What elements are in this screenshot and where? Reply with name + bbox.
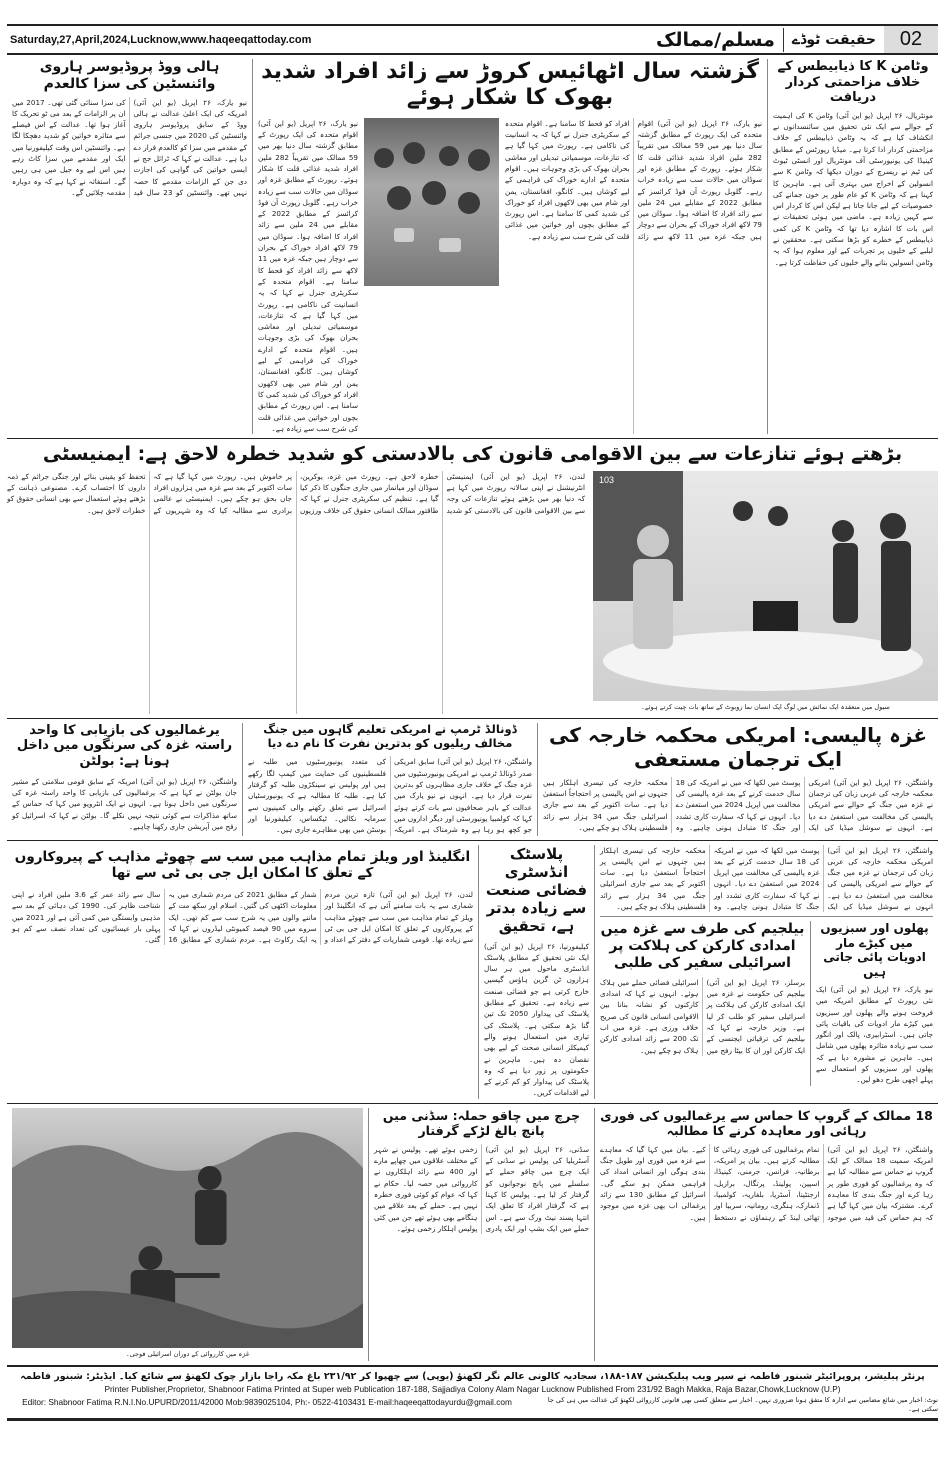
article-body: واشنگٹن، ۲۶ اپریل (یو این آئی) امریکہ سمیت 18 ممالک کے ایک گروپ نے حماس سے مطالبہ کیا ہے کہ وہ یرغمالیوں کو فوری طور پر رہا کرے اور جنگ بندی کا معاہدہ کرے۔ مشترکہ بیان میں کہا گیا ہے کہ ہم حماس کی قید میں موجود تمام یرغمالیوں کی فوری رہائی کا مطالبہ کرتے ہیں۔ بیان پر امریکہ، برطانیہ، فرانس، جرمنی، کینیڈا، اسپین، پولینڈ، پرتگال، برازیل، ارجنٹینا، آسٹریا، بلغاریہ، کولمبیا، ڈنمارک، ہنگری، رومانیہ، سربیا اور تھائی لینڈ کے رہنماؤں نے دستخط کیے۔ بیان میں کہا گیا کہ معاہدے سے غزہ میں فوری اور طویل جنگ بندی ہوگی اور انسانی امداد کی فراہمی ممکن ہو سکے گی۔ اسرائیل کے مطابق 130 سے زائد یرغمالی اب بھی غزہ میں موجود ہیں۔ [600,1144,933,1222]
article-body: واشنگٹن، ۲۶ اپریل (یو این آئی) سابق امریکی صدر ڈونالڈ ٹرمپ نے امریکی یونیورسٹیوں میں غزہ جنگ کے خلاف جاری مظاہروں کو بدترین نفرت قرار دیا ہے۔ انہوں نے نیو یارک میں عدالت کے باہر صحافیوں سے بات کرتے ہوئے کہا کہ کولمبیا یونیورسٹی اور دیگر اداروں میں جو کچھ ہو رہا ہے وہ شرمناک ہے۔ امریکہ کی متعدد یونیورسٹیوں میں طلبہ نے فلسطینیوں کی حمایت میں کیمپ لگا رکھے ہیں اور پولیس نے سینکڑوں طلبہ کو گرفتار کیا ہے۔ طلبہ کا مطالبہ ہے کہ یونیورسٹیاں اسرائیل سے تعلق رکھنے والی کمپنیوں سے سرمایہ نکالیں۔ ٹیکساس، کیلیفورنیا اور بوسٹن میں بھی مظاہرے جاری ہیں۔ [248,757,532,835]
article-body: لندن، ۲۶ اپریل (یو این آئی) تازہ ترین مردم شماری سے یہ بات سامنے آئی ہے کہ انگلینڈ اور ویلز کے تمام مذاہب میں سب سے چھوٹے مذاہب کے پیروکاروں کے تعلق کا امکان ایل جی بی ٹی سے زیادہ تھا۔ قومی شماریات کے دفتر کے اعداد و شمار کے مطابق 2021 کی مردم شماری میں یہ معلومات اکٹھی کی گئیں۔ اسلام اور سکھ مت کے ماننے والوں میں یہ شرح سب سے کم تھی۔ ایک سروے میں 90 فیصد کمیونٹی لیڈروں نے کہا کہ یہ ایک رکاوٹ ہے۔ مردم شماری کے مطابق 16 سال سے زائد عمر کے 3.6 ملین افراد نے اپنی شناخت ظاہر کی۔ 1990 کی دہائی کے بعد سے مذہبی وابستگی میں کمی آئی ہے اور 2021 میں پہلی بار عیسائیوں کی تعداد نصف سے کم ہو گئی۔ [12,889,473,945]
article-gaza-policy-cont: واشنگٹن، ۲۶ اپریل (یو این آئی) امریکی محکمہ خارجہ کی عربی زبان کی ترجمان نے غزہ میں جنگ کے حوالے سے امریکی پالیسی کی مخالفت میں استعفیٰ دے دیا ہے۔ انہوں نے سوشل میڈیا کی ایک پوسٹ میں لکھا کہ میں نے امریکہ کی 18 سال خدمت کرنے کے بعد غزہ پالیسی کی مخالفت میں اپریل 2024 میں استعفیٰ دے دیا۔ انہوں نے کہا کہ سفارت کاری تشدد اور جنگ کا متبادل ہونی چاہیے۔ وہ محکمہ خارجہ کی تیسری اہلکار ہیں جنہوں نے اس پالیسی پر احتجاجاً استعفیٰ دیا ہے۔ سات اکتوبر کے بعد سے جاری اسرائیلی جنگ میں 34 ہزار سے زائد فلسطینی ہلاک ہو چکے ہیں۔ [600,845,933,918]
headline: ہالی ووڈ پروڈیوسر ہاروی وائنسٹین کی سزا کالعدم [39,59,220,92]
article-amnesty-headline: بڑھتے ہوئے تنازعات سے بین الاقوامی قانون کی بالادستی کو شدید خطرہ لاحق ہے: ایمنیسٹی [42,443,903,466]
article-body: واشنگٹن، ۲۶ اپریل (یو این آئی) امریکی محکمہ خارجہ کی عربی زبان کی ترجمان نے غزہ میں جنگ کے حوالے سے امریکی پالیسی کی مخالفت میں استعفیٰ دے دیا ہے۔ انہوں نے سوشل میڈیا کی ایک پوسٹ میں لکھا کہ میں نے امریکہ کی 18 سال خدمت کرنے کے بعد غزہ پالیسی کی مخالفت میں اپریل 2024 میں استعفیٰ دے دیا۔ انہوں نے کہا کہ سفارت کاری تشدد اور جنگ کا متبادل ہونی چاہیے۔ وہ محکمہ خارجہ کی تیسری اہلکار ہیں جنہوں نے اس پالیسی پر احتجاجاً استعفیٰ دیا ہے۔ سات اکتوبر کے بعد سے جاری اسرائیلی جنگ میں 34 ہزار سے زائد فلسطینی ہلاک ہو چکے ہیں۔ [543,777,933,833]
article-england [7,845,479,1099]
article-pesticide [811,921,933,1085]
masthead [7,24,938,55]
footer [7,1365,938,1421]
article-hunger [253,59,768,434]
section-middle [7,719,938,841]
article-body: مونٹریال، ۲۶ اپریل (یو این آئی) وٹامن K کی اہمیت کے حوالے سے ایک نئی تحقیق میں سائنسدانوں نے انکشاف کیا ہے کہ یہ وٹامن ذیابیطس کے خلاف مزاحمتی کردار ادا کرتا ہے۔ میڈیا رپورٹس کے مطابق کینیڈا کی یونیورسٹی آف مونٹریال اور انسٹی ٹیوٹ کی ٹیم نے ریسرچ کے دوران دیکھا کہ وٹامن K سے انسولین کے اخراج میں بہتری آتی ہے۔ ماہرین کا کہنا ہے کہ وٹامن K کو عام طور پر خون جمانے کی خصوصیات کے لیے جانا جاتا ہے لیکن اس کا کردار اس سے کہیں زیادہ ہے۔ ماضی میں ہوئی تحقیقات نے اس بات کا اشارہ دیا تھا کہ وٹامن K کی کمی ذیابیطس کے خطرے کو بڑھا سکتی ہے۔ محققین نے لبلبے کے خلیوں پر تجربات کیے اور معلوم ہوا کہ یہ وٹامن انسولین بنانے والے خلیوں کی حفاظت کرتا ہے۔ [773,110,934,267]
article-body: برسلز، ۲۶ اپریل (یو این آئی) بیلجیم کی حکومت نے غزہ میں ایک امدادی کارکن کی ہلاکت پر اسرائیلی سفیر کو طلب کر لیا ہے۔ وزیر خارجہ نے کہا کہ بیلجیم کی ترقیاتی ایجنسی کے ایک کارکن اور ان کا بیٹا رفح میں اسرائیلی فضائی حملے میں ہلاک ہوئے۔ انہوں نے کہا کہ امدادی کارکنوں کو نشانہ بنانا بین الاقوامی انسانی قانون کی صریح خلاف ورزی ہے۔ غزہ میں اب تک 200 سے زائد امدادی کارکن ہلاک ہو چکے ہیں۔ [600,977,805,1055]
article-gaza-policy [538,723,938,836]
article-hunger-body-cont: نیو یارک، ۲۶ اپریل (یو این آئی) اقوام متحدہ کی ایک رپورٹ کے مطابق گزشتہ سال دنیا بھر میں 59 ممالک میں تقریباً 282 ملین افراد شدید غذائی قلت کا شکار ہوئے۔ رپورٹ کے مطابق غزہ اور سوڈان میں حالات سب سے زیادہ خراب رہے۔ گلوبل رپورٹ آن فوڈ کرائسز کے مطابق 2022 کے مقابلے میں 24 ملین سے زائد افراد کا اضافہ ہوا۔ سوڈان میں 79 لاکھ افراد خوراک کے بحران سے دوچار ہیں جبکہ غزہ میں 11 لاکھ سے زائد افراد کو قحط کا سامنا ہے۔ اقوام متحدہ کے سکریٹری جنرل نے کہا کہ یہ انسانیت کی ناکامی ہے۔ رپورٹ میں کہا گیا ہے کہ تنازعات، موسمیاتی تبدیلی اور معاشی بحران بھوک کی بڑی وجوہات ہیں۔ اقوام متحدہ کے ادارے خوراک کی فراہمی کے لیے کوشاں ہیں۔ کانگو، افغانستان، یمن اور شام میں بھی لاکھوں افراد کو خوراک کی شدید کمی کا سامنا ہے۔ اس رپورٹ کے مطابق بچوں اور خواتین میں غذائی قلت کی شرح سب سے زیادہ ہے۔ [258,118,359,433]
article-bolton [7,723,243,836]
headline: گزشتہ سال اٹھائیس کروڑ سے زائد افراد شدید بھوک کا شکار ہوئے [261,59,759,111]
crowd-image [364,118,499,286]
robot-exhibition-image [593,471,938,701]
right-column-group [595,845,938,1099]
article-weinstein [7,59,253,434]
article-trump [243,723,538,836]
robot-photo-block [593,471,938,714]
article-body: نیو یارک، ۲۶ اپریل (یو این آئی) امریکہ کی ایک اعلیٰ عدالت نے ہالی ووڈ کے سابق پروڈیوسر ہاروی وائنسٹین کی 2020 میں جنسی جرائم کے مقدمے میں سزا کو کالعدم قرار دے دیا ہے۔ عدالت نے کہا کہ ٹرائل جج نے ایسی خواتین کی گواہی کی اجازت دی جن کے الزامات مقدمے کا حصہ نہیں تھے۔ وائنسٹین کو 23 سال قید کی سزا سنائی گئی تھی۔ 2017 میں ان پر الزامات کے بعد می ٹو تحریک کا آغاز ہوا تھا۔ عدالت کے اس فیصلے سے متاثرہ خواتین کو شدید دھچکا لگا ہے۔ وائنسٹین اس وقت کیلیفورنیا میں ایک اور مقدمے میں سزا کاٹ رہے ہیں اس لیے وہ جیل میں ہی رہیں گے۔ استغاثہ نے کہا ہے کہ وہ دوبارہ مقدمہ چلائیں گے۔ [12,97,247,197]
article-vitamin [768,59,938,434]
robot-photo [593,471,938,701]
article-body: کیلیفورنیا، ۲۶ اپریل (یو این آئی) ایک نئی تحقیق کے مطابق پلاسٹک انڈسٹری ماحول میں ہر سال ہزاروں ٹن گرین ہاؤس گیسیں خارج کرتی ہے جو فضائی صنعت سے زیادہ ہے۔ تحقیق کے مطابق پلاسٹک کی پیداوار 2050 تک تین گنا بڑھ سکتی ہے۔ پلاسٹک کی تیاری میں استعمال ہونے والے کیمیکلز انسانی صحت کے لیے بھی نقصان دہ ہیں۔ ماہرین نے حکومتوں پر زور دیا ہے کہ وہ پلاسٹک کی پیداوار کو کم کرنے کے لیے اقدامات کریں۔ [484,941,589,1098]
article-sydney [369,1108,595,1361]
article-amnesty-body: لندن، ۲۶ اپریل (یو این آئی) ایمنیسٹی انٹرنیشنل نے اپنی سالانہ رپورٹ میں کہا ہے کہ دنیا بھر میں بڑھتے ہوئے تنازعات کی وجہ سے بین الاقوامی قانون کی بالادستی کو شدید خطرہ لاحق ہے۔ رپورٹ میں غزہ، یوکرین، سوڈان اور میانمار میں جاری جنگوں کا ذکر کیا گیا ہے۔ تنظیم کی سکریٹری جنرل نے کہا کہ طاقتور ممالک انسانی حقوق کی خلاف ورزیوں پر خاموش ہیں۔ رپورٹ میں کہا گیا ہے کہ سات اکتوبر کے بعد سے غزہ میں ہزاروں افراد جاں بحق ہو چکے ہیں۔ ایمنیسٹی نے عالمی برادری سے مطالبہ کیا کہ وہ شہریوں کے تحفظ کو یقینی بنائے اور جنگی جرائم کے ذمہ داروں کا احتساب کرے۔ مصنوعی ذہانت کے بڑھتے ہوئے استعمال سے بھی انسانی حقوق کو خطرات لاحق ہیں۔ [7,471,586,515]
headline: پھلوں اور سبزیوں میں کیڑے مار ادویات پائی جاتی ہیں [820,921,929,979]
dateline: Saturday,27,April,2024,Lucknow,www.haqeeqattoday.com [10,33,312,46]
headline: وٹامن K کا ذیابیطس کے خلاف مزاحمتی کردار دریافت [777,59,929,106]
article-body: واشنگٹن، ۲۶ اپریل (یو این آئی) امریکہ کے سابق قومی سلامتی کے مشیر جان بولٹن نے کہا ہے کہ یرغمالیوں کی بازیابی کا واحد راستہ غزہ کی سرنگوں میں داخل ہونا ہے۔ انہوں نے ایک انٹرویو میں کہا کہ حماس کے ساتھ مذاکرات سے کوئی نتیجہ نہیں نکلے گا۔ بولٹن نے کہا کہ اسرائیل کو رفح میں آپریشن جاری رکھنا چاہیے۔ [12,776,237,831]
article-plastic [479,845,595,1099]
headline: یرغمالیوں کی بازیابی کا واحد راستہ غزہ کی سرنگوں میں داخل ہونا ہے: بولٹن [16,722,233,770]
section-top [7,55,938,439]
headline: ڈونالڈ ٹرمپ نے امریکی تعلیم گاہوں میں جنگ مخالف ریلیوں کو بدترین نفرت کا نام دے دیا [263,721,517,750]
footer-note: نوٹ: اخبار میں شائع مضامین سے ادارہ کا متفق ہونا ضروری نہیں۔ اخبار سے متعلق کسی بھی قانونی کارروائی لکھنؤ کی عدالت میں ہی کی جا سکتی ہے۔ [547,1395,938,1413]
section-amnesty [7,439,938,719]
article-hunger-body: نیو یارک، ۲۶ اپریل (یو این آئی) اقوام متحدہ کی ایک رپورٹ کے مطابق گزشتہ سال دنیا بھر میں 59 ممالک میں تقریباً 282 ملین افراد شدید غذائی قلت کا شکار ہوئے۔ رپورٹ کے مطابق غزہ اور سوڈان میں حالات سب سے زیادہ خراب رہے۔ گلوبل رپورٹ آن فوڈ کرائسز کے مطابق 2022 کے مقابلے میں 24 ملین سے زائد افراد کا اضافہ ہوا۔ سوڈان میں 79 لاکھ افراد خوراک کے بحران سے دوچار ہیں جبکہ غزہ میں 11 لاکھ سے زائد افراد کو قحط کا سامنا ہے۔ اقوام متحدہ کے سکریٹری جنرل نے کہا کہ یہ انسانیت کی ناکامی ہے۔ رپورٹ میں کہا گیا ہے کہ تنازعات، موسمیاتی تبدیلی اور معاشی بحران بھوک کی بڑی وجوہات ہیں۔ اقوام متحدہ کے ادارے خوراک کی فراہمی کے لیے کوشاں ہیں۔ کانگو، افغانستان، یمن اور شام میں بھی لاکھوں افراد کو خوراک کی شدید کمی کا سامنا ہے۔ اس رپورٹ کے مطابق بچوں اور خواتین میں غذائی قلت کی شرح سب سے زیادہ ہے۔ [504,118,763,241]
soldiers-photo [12,1108,363,1348]
brand-logo: حقیقت ٹوڈے [791,31,876,48]
article-belgium [600,921,811,1085]
headline: انگلینڈ اور ویلز تمام مذاہب میں سب سے چھوٹے مذاہب کے پیروکاروں کے تعلق کا امکان ایل جی بی ٹی سے تھا [14,848,471,881]
section-lower [7,841,938,1104]
headline: 18 ممالک کے گروپ کا حماس سے یرغمالیوں کی فوری رہائی اور معاہدہ کرنے کا مطالبہ [600,1107,933,1138]
section-bottom [7,1104,938,1365]
headline: غزہ پالیسی: امریکی محکمہ خارجہ کی ایک ترجمان مستعفی [549,722,927,771]
page-number: 02 [884,26,938,53]
footer-printer-line: Printer Publisher,Proprietor, Shabnoor Fatima Printed at Super web Publication 187-188, Sajjadiya Colony Alam Nagar Lucknow Published From 231/92 Bagh Makka, Raja Bazar,Chowk,Lucknow (U.P) [104,1383,841,1394]
hunger-photo [364,118,499,286]
article-hostages [595,1108,938,1361]
soldiers-photo-caption: غزہ میں کارروائی کے دوران اسرائیلی فوجی۔ [125,1349,250,1358]
newspaper-page [7,0,938,1421]
footer-urdu-line: پرنٹر پبلیشر، پروپرائیٹر شبنور فاطمہ نے سپر ویب پبلیکیشن ۱۸۷-۱۸۸، سجادیہ کالونی عالم نگر لکھنؤ (یوپی) سے چھپوا کر ۲۳۱/۹۲ باغ مکہ راجا بازار چوک لکھنؤ سے شائع کیا۔ ایڈیٹر: شبنور فاطمہ [20,1370,925,1382]
robot-photo-caption: سیول میں منعقدہ ایک نمائش میں لوگ ایک انسان نما روبوٹ کے ساتھ بات چیت کرتے ہوئے۔ [641,702,890,711]
soldiers-photo-block [7,1108,369,1361]
article-body: سڈنی، ۲۶ اپریل (یو این آئی) آسٹریلیا کی پولیس نے سڈنی کے ایک چرچ میں چاقو حملے کے سلسلے میں پانچ نوجوانوں کو گرفتار کر لیا ہے۔ پولیس کا کہنا ہے کہ گرفتار افراد کا تعلق ایک انتہا پسند نیٹ ورک سے ہے۔ اس حملے میں ایک بشپ اور ایک پادری زخمی ہوئے تھے۔ پولیس نے شہر کے مختلف علاقوں میں چھاپے مارے اور 400 سے زائد اہلکاروں نے کارروائی میں حصہ لیا۔ حکام نے کہا کہ عوام کو کوئی فوری خطرہ نہیں ہے۔ حملے کے بعد علاقے میں ہنگامے بھی ہوئے تھے جن میں کئی پولیس اہلکار زخمی ہوئے۔ [374,1144,589,1233]
headline: بیلجیم کی طرف سے غزہ میں امدادی کارکن کی ہلاکت پر اسرائیلی سفیر کی طلبی [600,921,805,971]
soldiers-image [12,1108,363,1348]
photo-label: 103 [599,474,615,485]
section-title: مسلم/ممالک [655,28,775,51]
headline: پلاسٹک انڈسٹری فضائی صنعت سے زیادہ بدتر ہے، تحقیق [485,844,588,935]
article-body: نیو یارک، ۲۶ اپریل (یو این آئی) ایک نئی رپورٹ کے مطابق امریکہ میں فروخت ہونے والے پھلوں اور سبزیوں میں کیڑے مار ادویات کی باقیات پائی جاتی ہیں۔ اسٹرابیری، پالک اور انگور سب سے زیادہ متاثرہ پھلوں میں شامل ہیں۔ ماہرین نے مشورہ دیا ہے کہ پھلوں اور سبزیوں کو استعمال سے پہلے اچھی طرح دھو لیں۔ [816,984,933,1085]
headline: چرچ میں چاقو حملہ: سڈنی میں پانچ بالغ لڑکے گرفتار [382,1107,581,1138]
footer-editor-line: Editor: Shabnoor Fatima R.N.I.No.UPURD/2011/42000 Mob:9839025104, Ph:- 0522-4103431 E-mail:haqeeqattodayurdu@gmail.com [22,1396,512,1407]
